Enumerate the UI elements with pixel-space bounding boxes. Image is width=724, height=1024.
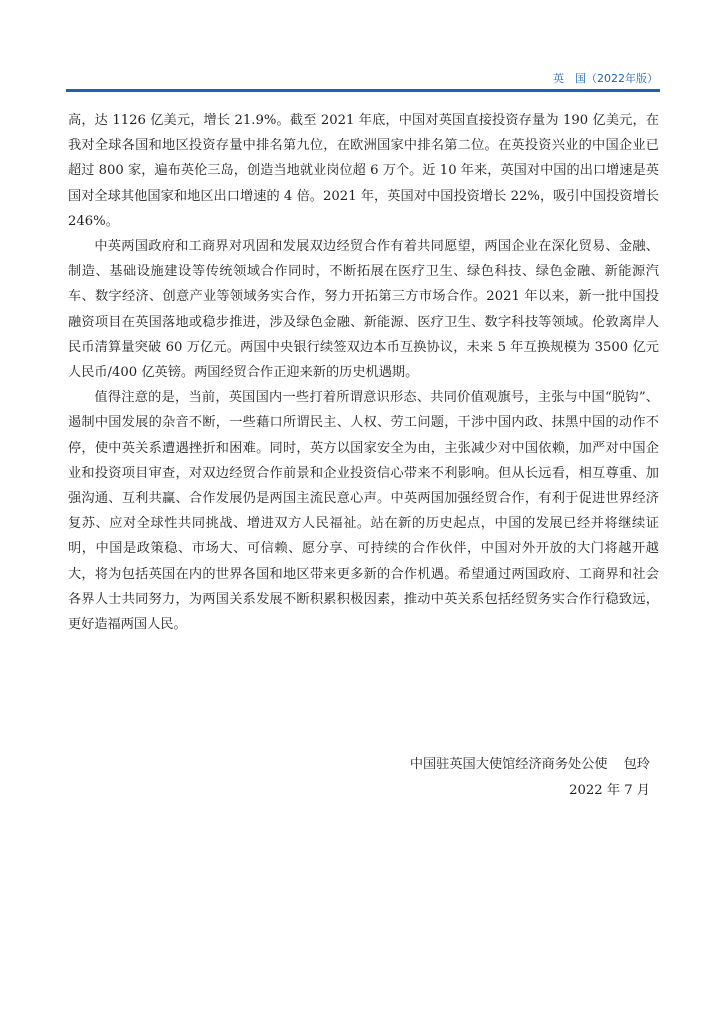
running-header: 英 国（2022年版） <box>553 72 658 85</box>
header-divider <box>66 89 660 92</box>
signature-line <box>410 752 650 777</box>
paragraph-cooperation: 中英两国政府和工商界对巩固和发展双边经贸合作有着共同愿望，两国企业在深化贸易、金融、制造、基础设施建设等传统领域合作同时，不断拓展在医疗卫生、绿色科技、绿色金融、新能源汽车、数字经济、创意产业等领域务实合作，努力开拓第三方市场合作。2021 年以来，新一批中国投融资项目在英国落地或稳步推进，涉及绿色金融、新能源、医疗卫生、数字科技等领域。伦敦离岸人民币清算量突破 60 万亿元。两国中央银行续签双边本币互换协议，未来 5 年互换规模为 3500 亿元人民币/400 亿英镑。两国经贸合作正迎来新的历史机遇期。 <box>68 239 659 381</box>
signatory-name: 包玲 <box>623 757 650 772</box>
paragraph-outlook: 值得注意的是，当前，英国国内一些打着所谓意识形态、共同价值观旗号，主张与中国“脱钩”、遏制中国发展的杂音不断，一些藉口所谓民主、人权、劳工问题，干涉中国内政、抹黑中国的动作不停，使中英关系遭遇挫折和困难。同时，英方以国家安全为由，主张减少对中国依赖，加严对中国企业和投资项目审查，对双边经贸合作前景和企业投资信心带来不利影响。但从长远看，相互尊重、加强沟通、互利共赢、合作发展仍是两国主流民意心声。中英两国加强经贸合作，有利于促进世界经济复苏、应对全球性共同挑战、增进双方人民福祉。站在新的历史起点，中国的发展已经并将继续证明，中国是政策稳、市场大、可信赖、愿分享、可持续的合作伙伴，中国对外开放的大门将越开越大，将为包括英国在内的世界各国和地区带来更多新的合作机遇。希望通过两国政府、工商界和社会各界人士共同努力，为两国关系发展不断积累积极因素，推动中英关系包括经贸务实合作行稳致远，更好造福两国人民。 <box>68 390 659 633</box>
signature-date: 2022 年 7 月 <box>569 783 650 798</box>
paragraph-continuation: 高，达 1126 亿美元，增长 21.9%。截至 2021 年底，中国对英国直接投资存量为 190 亿美元，在我对全球各国和地区投资存量中排名第九位，在欧洲国家中排名第二位。在英投资兴业的中国企业已超过 800 家，遍布英伦三岛，创造当地就业岗位超 6 万个。近 10 年来，英国对中国的出口增速是英国对全球其他国家和地区出口增速的 4 倍。2021 年，英国对中国投资增长 22%，吸引中国投资增长 246%。 <box>68 113 659 229</box>
document-body <box>68 108 659 637</box>
signatory-title: 中国驻英国大使馆经济商务处公使 <box>409 757 608 772</box>
